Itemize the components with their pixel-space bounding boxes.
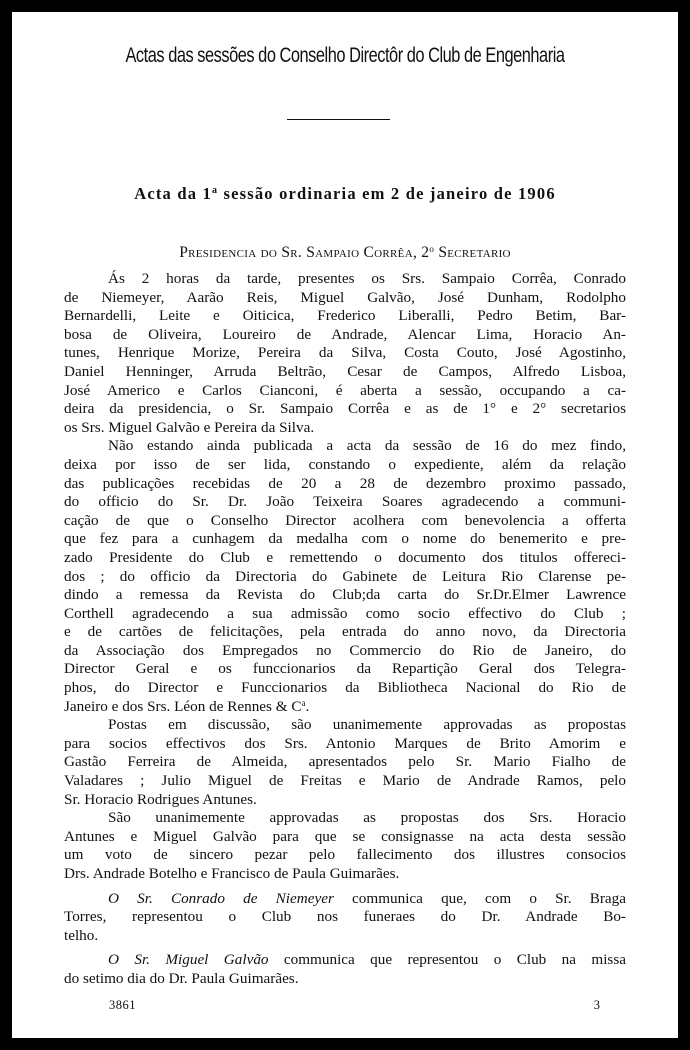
text-line: dindo a remessa da Revista do Club;da carta do Sr.Dr.Elmer Lawrence [64, 586, 626, 604]
session-title [12, 184, 678, 204]
text-line: Gastão Ferreira de Almeida, apresentados pelo Sr. Mario Fialho de [64, 753, 626, 771]
text-line: Bernardelli, Leite e Oiticica, Frederico Liberalli, Pedro Betim, Bar- [64, 307, 626, 325]
text-line: do setimo dia do Dr. Paula Guimarães. [64, 969, 299, 987]
document-page [12, 12, 678, 1038]
text-line: Ás 2 horas da tarde, presentes os Srs. Sampaio Corrêa, Conrado [108, 270, 626, 287]
italic-speaker: O Sr. Conrado de Niemeyer [108, 889, 334, 907]
title-rule [287, 119, 390, 120]
session-title-sup: a [211, 185, 219, 196]
text-line: Director Geral e os funccionarios da Repartição Geral dos Telegra- [64, 660, 626, 678]
running-title: Actas das sessões do Conselho Directôr do Club de Engenharia [125, 44, 565, 67]
superscript: a [301, 697, 306, 708]
text-line: phos, do Director e Funccionarios da Bibliotheca Nacional do Rio de [64, 679, 626, 697]
text-line: dos ; do officio da Directoria do Gabinete de Leitura Rio Clarense pe- [64, 567, 626, 585]
text-line: bosa de Oliveira, Loureiro de Andrade, Alencar Lima, Horacio An- [64, 325, 626, 343]
text-line: Postas em discussão, são unanimemente approvadas as propostas [108, 716, 626, 734]
italic-speaker: O Sr. Miguel Galvão [108, 951, 269, 969]
text-line: das publicações recebidas de 20 a 28 de dezembro proximo passado, [64, 474, 626, 492]
text-line: O Sr. Conrado de Niemeyer communica que, com o Sr. Braga [108, 889, 626, 907]
text-line: Não estando ainda publicada a acta da sessão de 16 do mez findo, [108, 437, 626, 455]
text-line: José Americo e Carlos Cianconi, é aberta a sessão, occupando a ca- [64, 381, 626, 399]
presidency-pre: Presidencia do Sr. Sampaio Corrêa, 2 [179, 244, 430, 261]
presidency-post: Secretario [434, 244, 511, 261]
minutes-body [64, 270, 626, 989]
presidency-sup: o [429, 244, 435, 254]
text-line: telho. [64, 926, 99, 944]
text-line: Janeiro e dos Srs. Léon de Rennes & $C^a$. [64, 697, 310, 715]
text-line: Torres, representou o Club nos funeraes do Dr. Andrade Bo- [64, 908, 626, 926]
text-line: cação de que o Conselho Director acolhera com benevolencia a offerta [64, 511, 626, 529]
text-line: para socios effectivos dos Srs. Antonio Marques de Brito Amorim e [64, 734, 626, 752]
presidency-line [12, 244, 678, 262]
page-number: 3 [593, 998, 600, 1012]
session-title-post: sessão ordinaria em 2 de janeiro de 1906 [218, 184, 556, 203]
text-line: zado Presidente do Club e remettendo o documento dos titulos offereci- [64, 548, 626, 566]
text-line: Antunes e Miguel Galvão para que se consignasse na acta desta sessão [64, 827, 626, 845]
text-line: que fez para a cunhagem da medalha com o nome do benemerito e pre- [64, 530, 626, 548]
text-line: Drs. Andrade Botelho e Francisco de Paula Guimarães. [64, 865, 400, 882]
text-line: Valadares ; Julio Miguel de Freitas e Mario de Andrade Ramos, pelo [64, 772, 626, 790]
text-line: deira da presidencia, o Sr. Sampaio Corrêa e as de 1° e 2° secretarios [64, 400, 626, 418]
text-line: tunes, Henrique Morize, Pereira da Silva, Costa Couto, José Agostinho, [64, 344, 626, 362]
text-line: e de cartões de felicitações, pela entrada do anno novo, da Directoria [64, 623, 626, 641]
text-line: Sr. Horacio Rodrigues Antunes. [64, 790, 257, 808]
printer-signature: 3861 [109, 998, 136, 1012]
text-line: um voto de sincero pezar pelo fallecimento dos illustres consocios [64, 846, 626, 864]
text-line: Corthell agradecendo a sua admissão como socio effectivo do Club ; [64, 604, 626, 622]
text-line: Daniel Henninger, Arruda Beltrão, Cesar de Campos, Alfredo Lisboa, [64, 362, 626, 380]
text-line: da Associação dos Empregados no Commercio do Rio de Janeiro, do [64, 641, 626, 659]
session-title-pre: Acta da 1 [134, 184, 212, 203]
text-line: do officio do Sr. Dr. João Teixeira Soares agradecendo a communi- [64, 493, 626, 511]
text-line: São unanimemente approvadas as propostas dos Srs. Horacio [108, 809, 626, 827]
text-line: os Srs. Miguel Galvão e Pereira da Silva. [64, 418, 315, 436]
text-line: O Sr. Miguel Galvão communica que representou o Club na missa [108, 951, 626, 969]
text-line: de Niemeyer, Aarão Reis, Miguel Galvão, José Dunham, Rodolpho [64, 288, 626, 306]
text-line: deixa por isso de ser lida, constando o expediente, além da relação [64, 455, 626, 473]
